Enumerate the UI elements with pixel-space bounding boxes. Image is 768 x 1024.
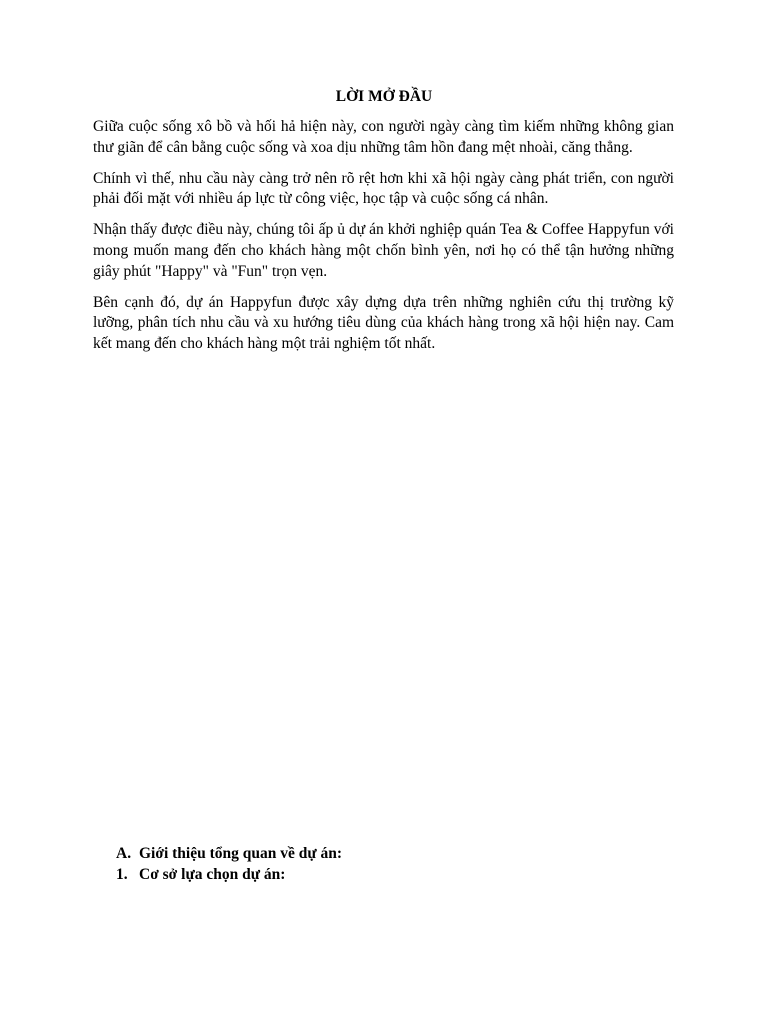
paragraph-1: Giữa cuộc sống xô bồ và hối hả hiện này, con người ngày càng tìm kiếm những không gian thư giãn để cân bằng cuộc sống và xoa dịu những tâm hồn đang mệt nhoài, căng thẳng.	[93, 118, 674, 156]
body-text	[93, 117, 674, 365]
paragraph-4: Bên cạnh đó, dự án Happyfun được xây dựng dựa trên những nghiên cứu thị trường kỹ lưỡng, phân tích nhu cầu và xu hướng tiêu dùng của khách hàng trong xã hội hiện nay. Cam kết mang đến cho khách hàng một trải nghiệm tốt nhất.	[93, 293, 674, 353]
section-outline	[116, 843, 342, 885]
outline-heading: Giới thiệu tổng quan về dự án:	[139, 845, 343, 862]
outline-item-section-a	[116, 843, 342, 864]
outline-marker: 1.	[116, 866, 128, 883]
page-title: LỜI MỞ ĐẦU	[335, 88, 433, 105]
paragraph-2: Chính vì thế, nhu cầu này càng trở nên rõ rệt hơn khi xã hội ngày càng phát triển, con người phải đối mặt với nhiều áp lực từ công việc, học tập và cuộc sống cá nhân.	[93, 169, 674, 208]
outline-heading: Cơ sở lựa chọn dự án:	[139, 866, 286, 883]
outline-item-1	[116, 864, 342, 885]
outline-marker: A.	[116, 845, 132, 862]
paragraph-3: Nhận thấy được điều này, chúng tôi ấp ủ dự án khởi nghiệp quán Tea & Coffee Happyfun với mong muốn mang đến cho khách hàng một chốn bình yên, nơi họ có thể tận hưởng những giây phút "Happy" và "Fun" trọn vẹn.	[93, 221, 674, 280]
